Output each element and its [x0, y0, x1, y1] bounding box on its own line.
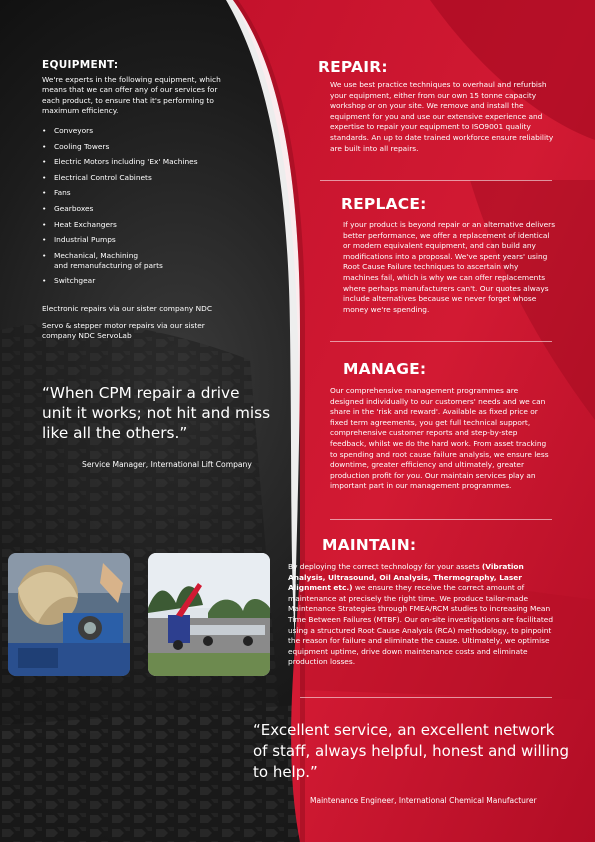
repair-heading: REPAIR: — [318, 58, 388, 76]
maintain-technologies: (Vibration Analysis, Ultrasound, Oil Analysis, Thermography, Laser Alignment etc.) — [288, 562, 524, 593]
testimonial-attribution-2: Maintenance Engineer, International Chemical Manufacturer — [310, 796, 537, 805]
section-divider — [320, 180, 552, 181]
equipment-heading: EQUIPMENT: — [42, 59, 119, 71]
list-item: • Electric Motors including 'Ex' Machines — [42, 157, 242, 167]
section-divider — [330, 519, 552, 520]
maintain-intro: By deploying the correct technology for your assets — [288, 562, 480, 571]
maintain-heading: MAINTAIN: — [322, 536, 417, 554]
crane-truck-photo — [148, 553, 270, 676]
list-item: • Cooling Towers — [42, 142, 242, 152]
list-item: • Switchgear — [42, 276, 242, 286]
equipment-note-servolab: Servo & stepper motor repairs via our sister company NDC ServoLab — [42, 321, 205, 341]
equipment-note-ndc: Electronic repairs via our sister company NDC — [42, 304, 212, 313]
manage-body: Our comprehensive management programmes are designed individually to our customers' needs and we can share in the 'risk and reward'. Available as fixed price or fixed term agreements, you get full technical support, comprehensive customer reports and step-by-step feedback, whilst we do the hard work. From asset tracking to spending and root cause failure analysis, we ensure less downtime, greater efficiency and ultimately, greater production profit for you. Our maintain services play an important part in our management programmes. — [330, 386, 549, 491]
list-item: • Electrical Control Cabinets — [42, 173, 242, 183]
replace-heading: REPLACE: — [341, 195, 427, 213]
equipment-list — [42, 126, 242, 292]
list-item: • Conveyors — [42, 126, 242, 136]
testimonial-quote-2: “Excellent service, an excellent network of staff, always helpful, honest and willing to help.” — [253, 721, 570, 781]
list-item: • Heat Exchangers — [42, 220, 242, 230]
list-item: • Gearboxes — [42, 204, 242, 214]
testimonial-quote-1: “When CPM repair a drive unit it works; not hit and miss like all the others.” — [42, 384, 271, 442]
repair-body: We use best practice techniques to overhaul and refurbish your equipment, either from our own 15 tonne capacity workshop or on your site. We remove and install the equipment for you and use our extensive experience and expertise to repair your equipment to ISO9001 quality standards. An up to date trained workforce ensure reliability are built into all repairs. — [330, 80, 554, 153]
section-divider — [300, 697, 552, 698]
testimonial-attribution-1: Service Manager, International Lift Company — [82, 460, 252, 469]
maintain-details: we ensure they receive the correct amount of maintenance at precisely the right time. We produce tailor-made Maintenance Strategies through FMEA/RCM studies to increasing Mean Time Between Failures (MTBF). Our on-site investigations are facilitated using a structured Root Cause Analysis (RCA) methodology, to pinpoint the reason for failure and eliminate the cause. Ultimately, we optimise equipment uptime, drive down maintenance costs and eliminate production losses. — [288, 583, 554, 667]
list-item: • Industrial Pumps — [42, 235, 242, 245]
list-item: • Mechanical, Machining and remanufacturing of parts — [42, 251, 242, 271]
workshop-photo — [8, 553, 130, 676]
manage-heading: MANAGE: — [343, 360, 427, 378]
maintain-body — [288, 562, 554, 668]
replace-body: If your product is beyond repair or an alternative delivers better performance, we offer a replacement of identical or modern equivalent equipment, and can build any modifications into a proposal. We've spent years' using Root Cause Failure techniques to ascertain why machines fail, which is why we can offer replacements where perhaps manufacturers can't. Our quotes always include alternatives because we never forget whose money we're spending. — [343, 220, 556, 314]
list-item: • Fans — [42, 188, 242, 198]
equipment-intro: We're experts in the following equipment, which means that we can offer any of our services for each product, to ensure that it's performing to maximum efficiency. — [42, 75, 221, 116]
section-divider — [330, 341, 552, 342]
